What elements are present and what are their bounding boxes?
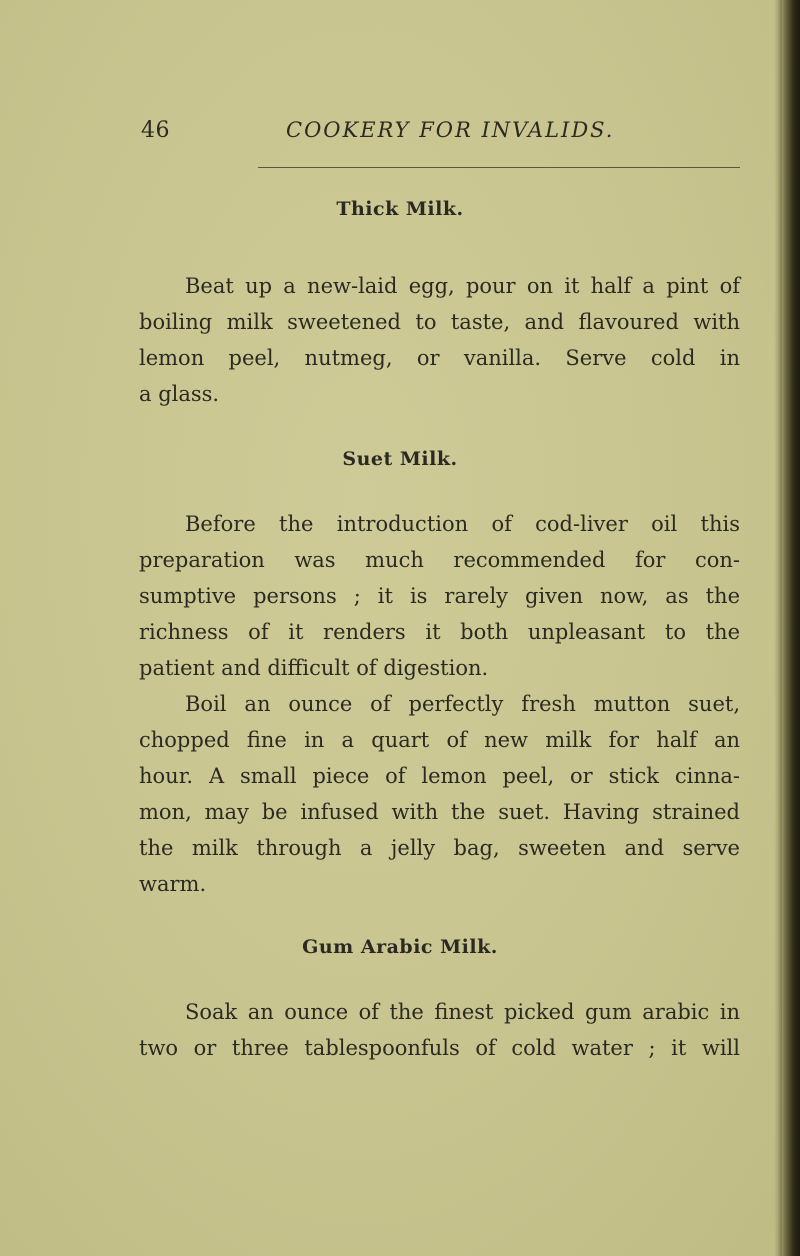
text-line: hour. A small piece of lemon peel, or stick cinna-: [139, 764, 740, 788]
text-line: Beat up a new-laid egg, pour on it half a pint of: [185, 274, 740, 298]
text-line: Before the introduction of cod-liver oil this: [185, 512, 740, 536]
text-line: Boil an ounce of perfectly fresh mutton suet,: [185, 692, 740, 716]
text-line: Soak an ounce of the finest picked gum arabic in: [185, 1000, 740, 1024]
text-line: chopped fine in a quart of new milk for half an: [139, 728, 740, 752]
section-heading-suet-milk: Suet Milk.: [342, 448, 458, 470]
text-line: lemon peel, nutmeg, or vanilla. Serve cold in: [139, 346, 740, 370]
paragraph-suet-milk-2: [139, 686, 740, 902]
page-number: 46: [141, 118, 170, 143]
book-spine-edge: [778, 0, 800, 1256]
text-line: preparation was much recommended for con-: [139, 548, 740, 572]
text-line: the milk through a jelly bag, sweeten and serve: [139, 836, 740, 860]
section-heading-thick-milk: Thick Milk.: [336, 198, 464, 220]
running-head: [141, 118, 741, 158]
text-line: richness of it renders it both unpleasant to the: [139, 620, 740, 644]
text-line: a glass.: [139, 382, 220, 406]
paragraph-thick-milk: [139, 268, 740, 412]
text-line: boiling milk sweetened to taste, and flavoured with: [139, 310, 740, 334]
text-line: sumptive persons ; it is rarely given now, as the: [139, 584, 740, 608]
text-line: warm.: [139, 872, 207, 896]
paragraph-gum-arabic-milk: [139, 994, 740, 1066]
paragraph-suet-milk-1: [139, 506, 740, 686]
text-line: patient and difficult of digestion.: [139, 656, 489, 680]
text-line: two or three tablespoonfuls of cold water ; it will: [139, 1036, 740, 1060]
header-rule: [258, 167, 740, 168]
section-heading-gum-arabic-milk: Gum Arabic Milk.: [302, 936, 498, 958]
text-line: mon, may be infused with the suet. Having strained: [139, 800, 740, 824]
book-title: COOKERY FOR INVALIDS.: [286, 118, 615, 142]
